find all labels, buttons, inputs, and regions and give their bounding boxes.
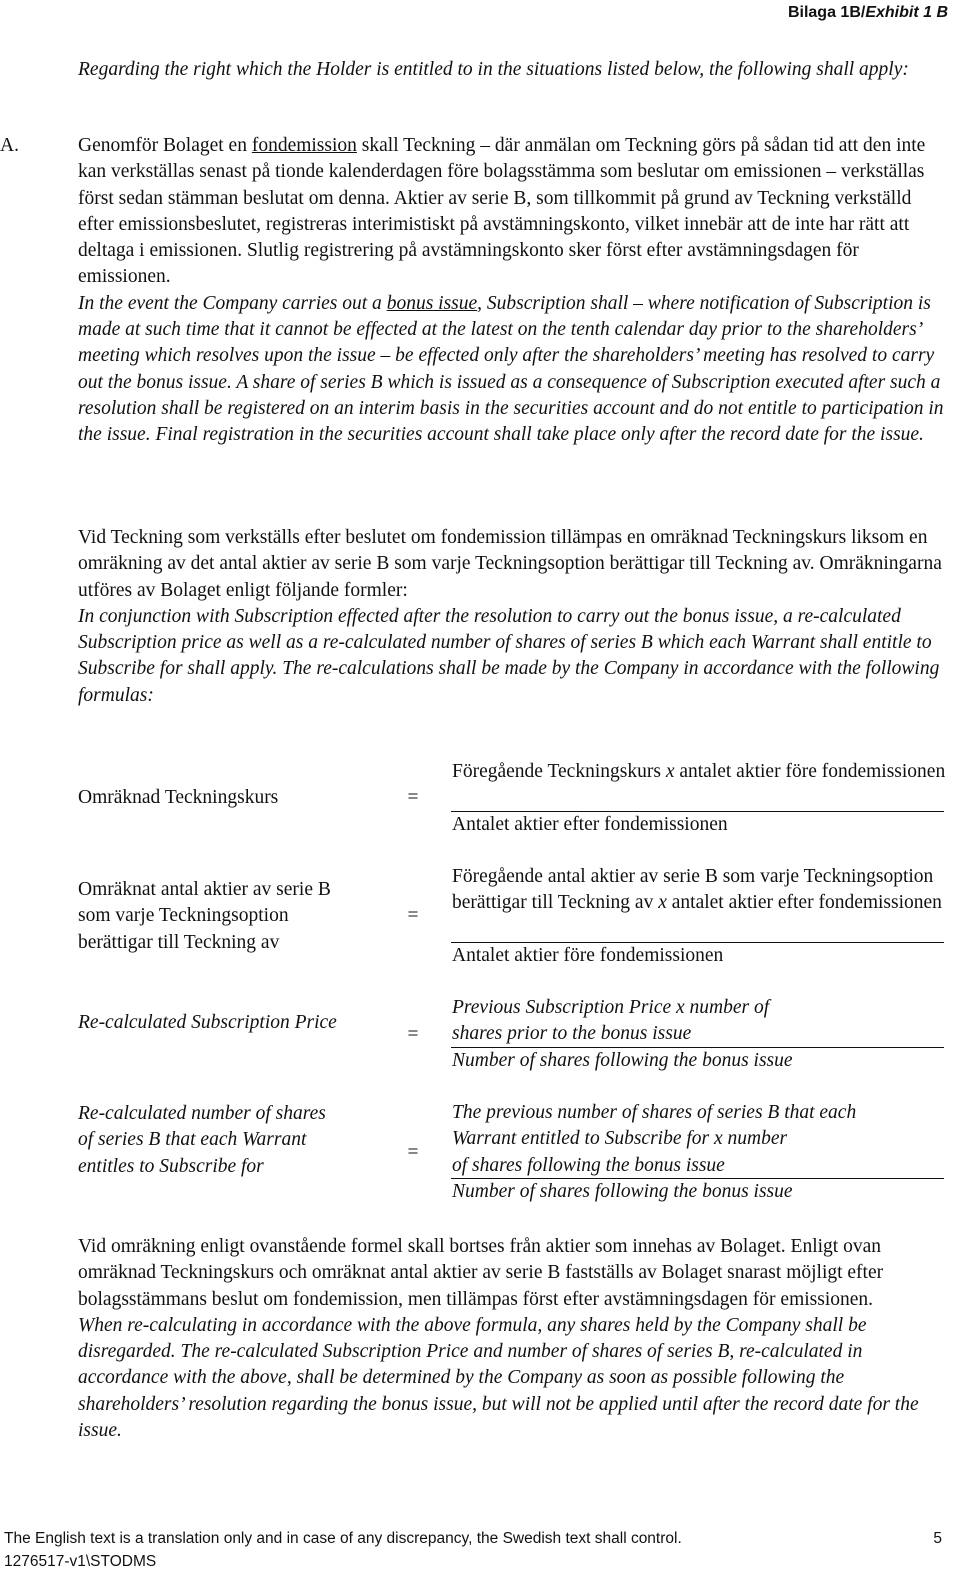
formula-label-line: of series B that each Warrant: [78, 1129, 307, 1151]
closing-paragraph: [78, 1234, 946, 1444]
recalculation-english: In conjunction with Subscription effected after the resolution to carry out the bonus issue, a re-calculated Subscription price as well as a re-calculated number of shares of series B which each Warrant shall entitle to Subscribe for shall apply. The re-calculations shall be made by the Company in accordance with the following formulas:: [78, 605, 940, 706]
formula-numerator: [452, 864, 946, 917]
numerator-line: Warrant entitled to Subscribe for x number: [452, 1128, 788, 1150]
formula-label-line: Re-calculated Subscription Price: [78, 1012, 337, 1033]
equals-sign: =: [407, 1142, 419, 1163]
formula-denominator: Number of shares following the bonus issue: [452, 1050, 793, 1071]
numerator-text: antalet aktier efter fondemissionen: [666, 892, 942, 914]
header-exhibit-label: Exhibit 1 B: [865, 4, 948, 21]
multiply-x: x: [665, 761, 675, 782]
formula-label-line: Omräknad Teckningskurs: [78, 787, 279, 808]
numerator-text: antalet aktier före fondemissionen: [674, 761, 946, 782]
section-a-en-before: In the event the Company carries out a: [78, 292, 387, 314]
formula-label: [78, 877, 398, 956]
formula-numerator: [452, 995, 946, 1048]
formula-label-line: som varje Teckningsoption: [78, 905, 289, 927]
formula-label-line: entitles to Subscribe for: [78, 1155, 264, 1177]
term-bonus-issue: bonus issue: [386, 292, 478, 314]
section-a-sv-after: skall Teckning – där anmälan om Teckning görs på sådan tid att den inte kan verkställas senast på tionde kalenderdagen före bolagsstämma som beslutar om emissionen – verkställas först sedan stämman beslutat om denna. Aktier av serie B, som tillkommit på grund av Teckning verkställd efter emissionsbeslutet, registreras interimistiskt på avstämningskonto, vilket innebär att de inte har rätt att deltaga i emissionen. Slutlig registrering på avstämningskonto sker först efter avstämningsdagen för emissionen.: [78, 135, 926, 288]
document-reference: 1276517-v1\STODMS: [4, 1553, 157, 1570]
numerator-line: Previous Subscription Price x number of: [452, 997, 770, 1018]
section-a-en-after: , Subscription shall – where notification of Subscription is made at such time that it cannot be effected at the latest on the tenth calendar day prior to the shareholders’ meeting which resolves upon the issue – be effected only after the shareholders’ meeting has resolved to carry out the bonus issue. A share of series B which is issued as a consequence of Subscription executed after such a resolution shall be registered on an interim basis in the securities account and do not entitle to participation in the issue. Final registration in the securities account shall take place only after the record date for the issue.: [78, 292, 944, 446]
term-fondemission: fondemission: [251, 135, 357, 156]
numerator-line: shares prior to the bonus issue: [452, 1023, 692, 1045]
closing-english: When re-calculating in accordance with the above formula, any shares held by the Company shall be disregarded. The re-calculated Subscription Price and number of shares of series B, re-calculated in accordance with the above, shall be determined by the Company as soon as possible following the shareholders’ resolution regarding the bonus issue, but will not be applied until after the record date for the issue.: [78, 1314, 919, 1442]
formula-numerator: [452, 1100, 946, 1179]
recalculation-swedish: Vid Teckning som verkställs efter beslutet om fondemission tillämpas en omräknad Teckningskurs liksom en omräkning av det antal aktier av serie B som varje Teckningsoption berättigar till Teckning av. Omräkningarna utföres av Bolaget enligt följande formler:: [78, 527, 942, 601]
page-number: 5: [933, 1530, 942, 1547]
formula-label: [78, 1010, 398, 1036]
header-prefix: Bilaga 1B/: [787, 4, 866, 21]
formula-label-line: Omräknat antal aktier av serie B: [78, 879, 331, 900]
section-a-english: [78, 291, 946, 449]
numerator-line: The previous number of shares of series B that each: [452, 1102, 857, 1123]
formula-numerator: [452, 759, 946, 785]
numerator-text: Föregående antal aktier av serie B som varje Teckningsoption berättigar till Teckning av: [452, 866, 934, 914]
formula-denominator: Number of shares following the bonus issue: [452, 1181, 793, 1202]
exhibit-header: [788, 4, 948, 22]
equals-sign: =: [407, 905, 419, 926]
section-a-marker: A.: [0, 135, 19, 156]
formula-label: [78, 785, 398, 811]
formula-label-line: Re-calculated number of shares: [78, 1103, 326, 1124]
formula-label: [78, 1101, 398, 1180]
closing-swedish: Vid omräkning enligt ovanstående formel skall bortses från aktier som innehas av Bolaget. Enligt ovan omräknad Teckningskurs och omräknat antal aktier av serie B fastställs av Bolaget snarast möjligt efter bolagsstämmans beslut om fondemission, men tillämpas först efter avstämningsdagen för emissionen.: [78, 1236, 884, 1310]
formula-denominator: Antalet aktier före fondemissionen: [452, 945, 724, 966]
numerator-text: Föregående Teckningskurs: [452, 761, 666, 782]
equals-sign: =: [407, 1024, 419, 1045]
translation-disclaimer: The English text is a translation only and in case of any discrepancy, the Swedish text shall control.: [4, 1530, 682, 1547]
numerator-line: of shares following the bonus issue: [452, 1154, 725, 1176]
section-a-swedish: [78, 133, 946, 291]
multiply-x: x: [658, 892, 667, 914]
recalculation-paragraph: [78, 525, 946, 709]
intro-text-en: Regarding the right which the Holder is entitled to in the situations listed below, the following shall apply:: [78, 59, 909, 80]
formula-label-line: berättigar till Teckning av: [78, 931, 280, 953]
section-a-sv-before: Genomför Bolaget en: [78, 135, 252, 156]
equals-sign: =: [407, 787, 419, 808]
section-a-paragraph: [78, 133, 946, 449]
formula-denominator: Antalet aktier efter fondemissionen: [452, 814, 728, 835]
